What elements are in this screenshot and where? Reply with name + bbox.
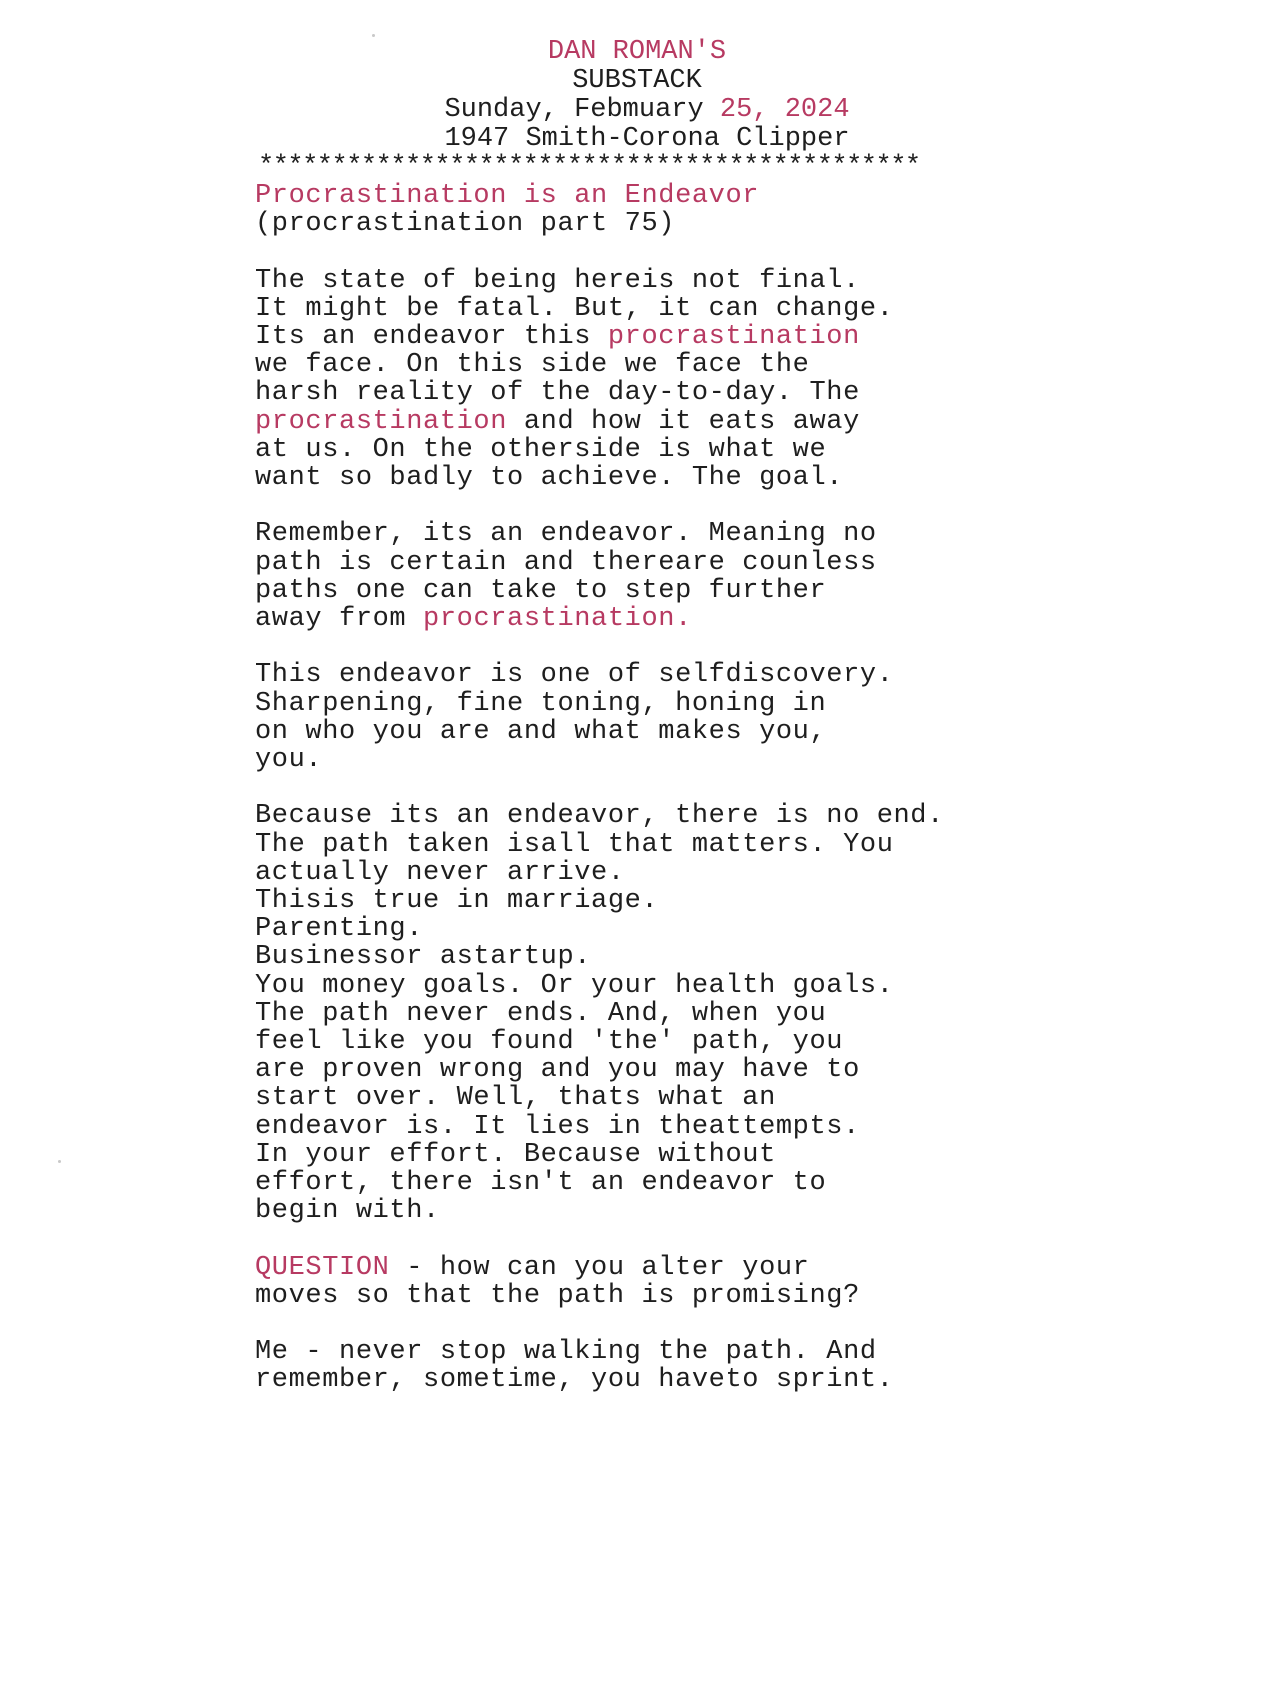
text-line: It might be fatal. But, it can change. [255,293,894,324]
text-line: path is certain and thereare counless [255,547,877,578]
text-line: on who you are and what makes you, [255,716,827,747]
text-line: away from procrastination. [255,604,692,635]
article-body [255,182,1035,1395]
text-line: The state of being hereis not final. [255,265,860,296]
text-line: are proven wrong and you may have to [255,1055,860,1086]
page-header [0,38,1284,154]
text-line: QUESTION - how can you alter your [255,1252,810,1283]
paragraph-2 [255,520,1035,633]
date-suffix: 25, 2024 [719,95,850,125]
text-line: This endeavor is one of selfdiscovery. [255,660,894,691]
highlight-word: procrastination [255,406,508,437]
text-line: remember, sometime, you haveto sprint. [255,1365,894,1396]
text-line: Thisis true in marriage. [255,886,659,917]
text-line: endeavor is. It lies in theattempts. [255,1111,860,1142]
text-line: at us. On the otherside is what we [255,434,827,465]
text-line: You money goals. Or your health goals. [255,970,894,1001]
text-line: Because its an endeavor, there is no end. [255,801,944,832]
question-label: QUESTION [255,1252,390,1283]
paragraph-3 [255,661,1035,774]
text-line: we face. On this side we face the [255,350,810,381]
text-line: actually never arrive. [255,857,625,888]
author-line: DAN ROMAN'S [547,37,727,67]
text-line: Parenting. [255,914,424,945]
paragraph-question [255,1254,1035,1310]
text-line: The path taken isall that matters. You [255,829,894,860]
text-line: harsh reality of the day-to-day. The [255,378,860,409]
paper-speck [372,34,375,37]
text-line: The path never ends. And, when you [255,998,827,1029]
text-line: feel like you found 'the' path, you [255,1027,844,1058]
paragraph-answer [255,1338,1035,1394]
publication-line: SUBSTACK [572,66,702,96]
paragraph-1 [255,267,1035,493]
text-line: you. [255,745,323,776]
date-prefix: Sunday, Febmuary [444,95,720,125]
text-line: In your effort. Because without [255,1139,776,1170]
text-line: procrastination and how it eats away [255,406,860,437]
text-line: Its an endeavor this procrastination [255,322,860,352]
text-line: effort, there isn't an endeavor to [255,1168,827,1199]
typewriter-line: 1947 Smith-Corona Clipper [444,124,850,154]
paragraph-4 [255,802,1035,1225]
text-line: begin with. [255,1196,440,1227]
text-line: paths one can take to step further [255,575,827,606]
text-line: Sharpening, fine toning, honing in [255,688,827,719]
asterisk-divider: ********************************************* [258,153,920,182]
highlight-word: procrastination [607,322,860,352]
text-line: start over. Well, thats what an [255,1083,776,1114]
date-line [10,96,1284,125]
article-title: Procrastination is an Endeavor [255,181,760,211]
paper-speck [58,1160,61,1163]
highlight-word: procrastination. [423,604,692,635]
article-subtitle: (procrastination part 75) [255,209,676,240]
text-line: Me - never stop walking the path. And [255,1337,877,1368]
text-line: Remember, its an endeavor. Meaning no [255,519,877,550]
text-line: moves so that the path is promising? [255,1280,860,1311]
text-line: Businessor astartup. [255,942,592,973]
text-line: want so badly to achieve. The goal. [255,463,844,494]
